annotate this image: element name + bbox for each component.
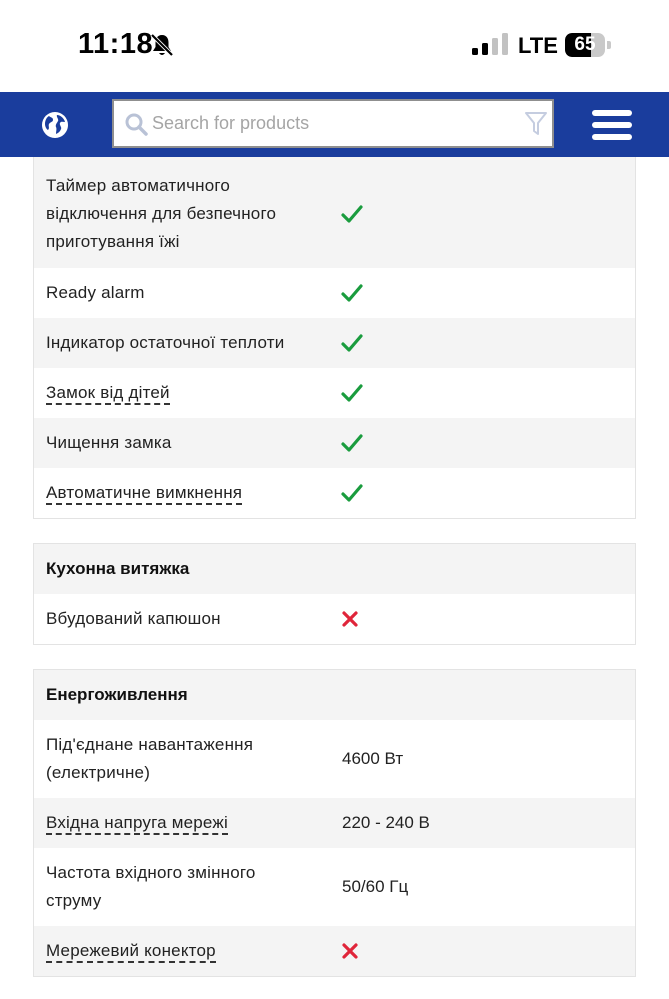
spec-label-tooltip-link[interactable]: Автоматичне вимкнення <box>46 479 242 507</box>
check-icon <box>341 383 363 403</box>
search-box[interactable] <box>112 99 554 148</box>
spec-row <box>34 720 635 798</box>
spec-row <box>34 468 635 518</box>
check-icon <box>341 283 363 303</box>
spec-label: Частота вхідного змінного струму <box>46 863 256 910</box>
spec-value: 220 - 240 В <box>342 813 430 832</box>
spec-label: Ready alarm <box>46 283 145 302</box>
spec-row <box>34 594 635 644</box>
spec-label-tooltip-link[interactable]: Замок від дітей <box>46 379 170 407</box>
features-panel <box>33 157 636 519</box>
section-title: Енергоживлення <box>46 685 188 704</box>
status-time: 11:18 <box>78 28 154 60</box>
spec-label: Таймер автоматичного відключення для безпечного приготування їжі <box>46 176 277 251</box>
spec-value: 4600 Вт <box>342 749 404 768</box>
spec-row <box>34 798 635 848</box>
hood-panel <box>33 543 636 645</box>
filter-icon[interactable] <box>524 111 548 137</box>
spec-row <box>34 848 635 926</box>
section-header <box>34 544 635 594</box>
spec-row <box>34 926 635 976</box>
check-icon <box>341 433 363 453</box>
spec-label: Індикатор остаточної теплоти <box>46 333 285 352</box>
section-title: Кухонна витяжка <box>46 559 190 578</box>
bell-muted-icon <box>149 32 175 58</box>
cross-icon <box>341 610 359 628</box>
status-bar <box>0 0 669 92</box>
spec-row <box>34 368 635 418</box>
search-input[interactable] <box>152 101 512 146</box>
spec-label-tooltip-link[interactable]: Вхідна напруга мережі <box>46 809 228 837</box>
spec-label: Вбудований капюшон <box>46 609 221 628</box>
check-icon <box>341 333 363 353</box>
network-type: LTE <box>518 33 558 58</box>
spec-row <box>34 318 635 368</box>
check-icon <box>341 204 363 224</box>
globe-icon[interactable] <box>40 110 70 140</box>
spec-row <box>34 268 635 318</box>
spec-label: Чищення замка <box>46 433 172 452</box>
battery-percent: 65 <box>574 34 596 55</box>
spec-label-tooltip-link[interactable]: Мережевий конектор <box>46 937 216 965</box>
top-navbar <box>0 92 669 157</box>
spec-value: 50/60 Гц <box>342 877 409 896</box>
spec-row <box>34 418 635 468</box>
cellular-signal-icon <box>472 33 508 55</box>
section-header <box>34 670 635 720</box>
menu-icon[interactable] <box>592 110 632 140</box>
power-panel <box>33 669 636 977</box>
search-icon <box>124 112 148 136</box>
battery-icon <box>565 33 611 57</box>
specs-content <box>0 157 669 999</box>
spec-row <box>34 157 635 268</box>
spec-label: Під'єднане навантаження (електричне) <box>46 735 254 782</box>
cross-icon <box>341 942 359 960</box>
check-icon <box>341 483 363 503</box>
